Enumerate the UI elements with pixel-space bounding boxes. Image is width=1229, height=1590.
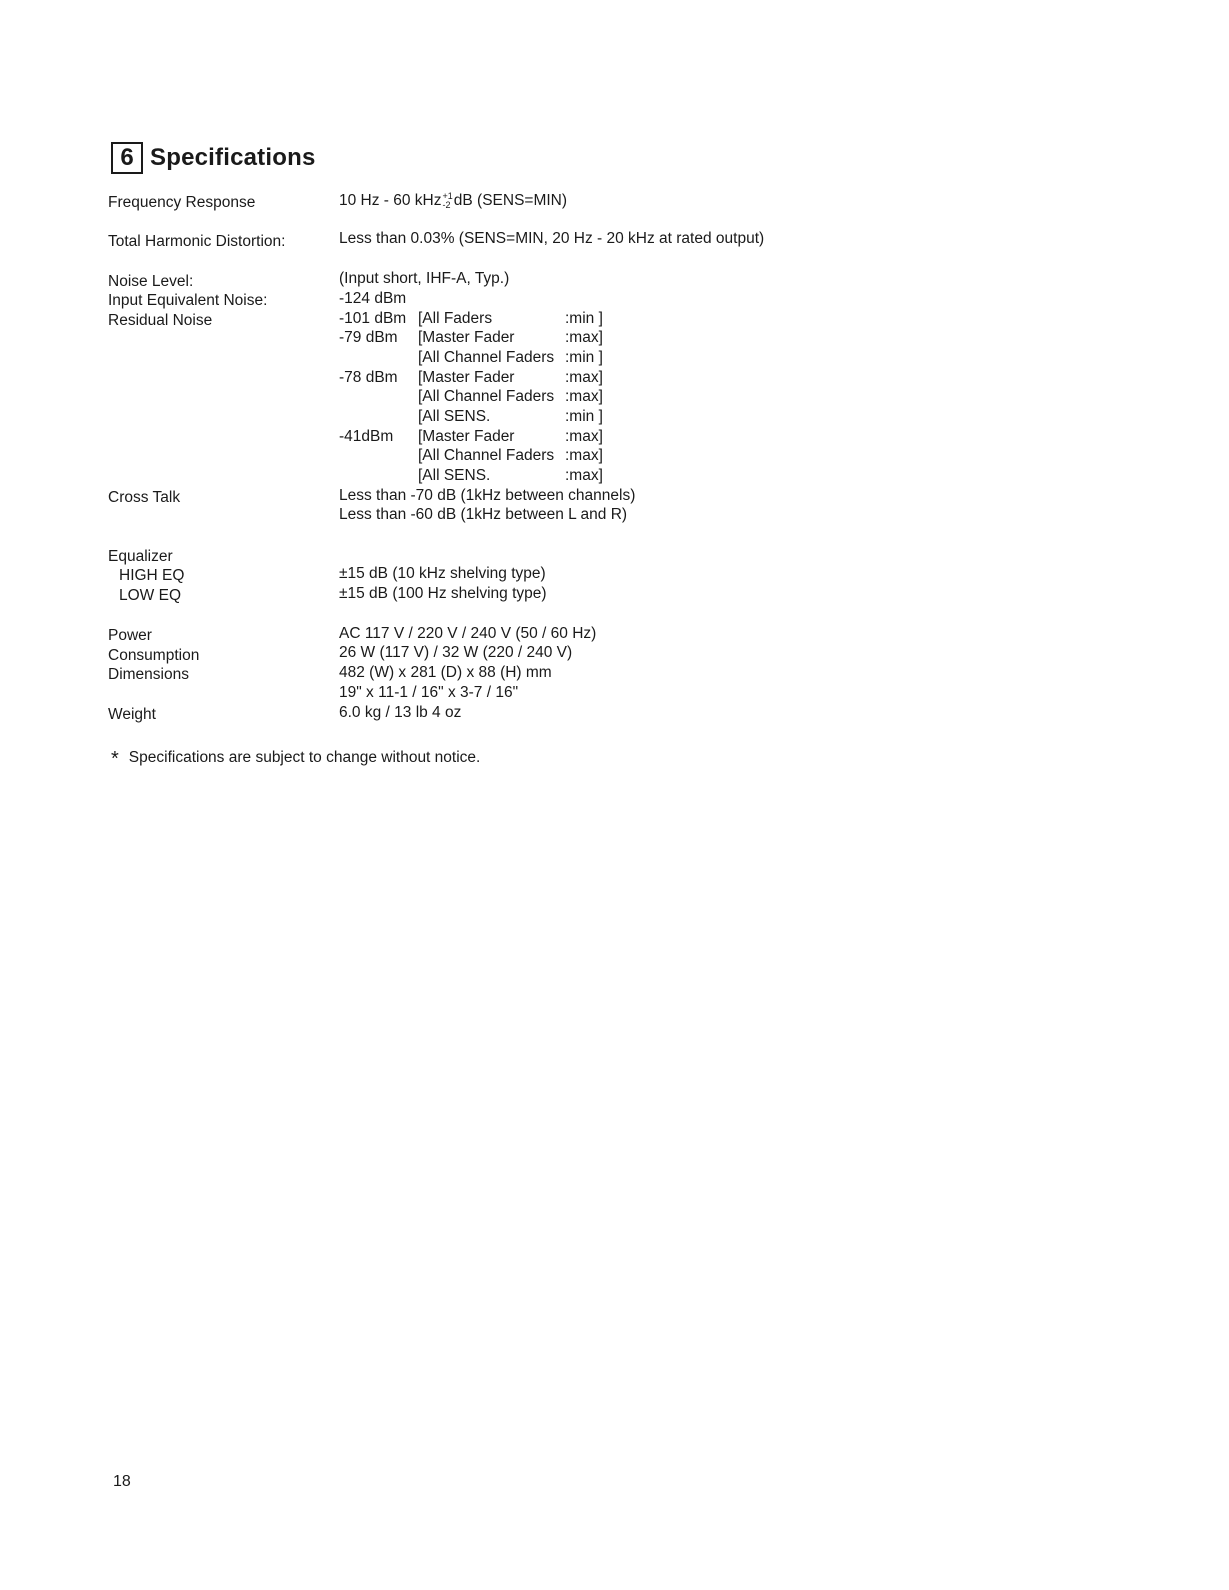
fader-condition: [All Channel Faders: [418, 388, 555, 405]
low-eq-label: LOW EQ: [119, 587, 182, 604]
fader-condition: [All Channel Faders: [418, 447, 555, 464]
residual-value-2: -79 dBm: [339, 329, 398, 346]
noise-condition: (Input short, IHF-A, Typ.): [339, 270, 510, 287]
residual-value-1: -101 dBm: [339, 310, 407, 327]
thd-value: Less than 0.03% (SENS=MIN, 20 Hz - 20 kHz at rated output): [339, 230, 765, 247]
fader-condition: [Master Fader: [418, 428, 515, 445]
fader-condition: [All SENS.: [418, 467, 491, 484]
fader-condition: [All SENS.: [418, 408, 491, 425]
noise-level-label: Noise Level:: [108, 273, 194, 290]
consumption-label: Consumption: [108, 647, 200, 664]
dimensions-value-mm: 482 (W) x 281 (D) x 88 (H) mm: [339, 664, 552, 681]
footnote: [111, 745, 480, 768]
power-value: AC 117 V / 220 V / 240 V (50 / 60 Hz): [339, 625, 597, 642]
residual-noise-label: Residual Noise: [108, 312, 213, 329]
cross-talk-value-1: Less than -70 dB (1kHz between channels): [339, 487, 636, 504]
fader-mode: :max]: [565, 447, 603, 464]
high-eq-label: HIGH EQ: [119, 567, 185, 584]
dimensions-label: Dimensions: [108, 666, 189, 683]
fader-condition: [Master Fader: [418, 369, 515, 386]
frequency-response-label: Frequency Response: [108, 194, 256, 211]
fader-mode: :max]: [565, 428, 603, 445]
equalizer-label: Equalizer: [108, 548, 173, 565]
input-noise-value: -124 dBm: [339, 290, 407, 307]
fader-mode: :min ]: [565, 310, 603, 327]
weight-value: 6.0 kg / 13 lb 4 oz: [339, 704, 462, 721]
fader-condition: [All Faders: [418, 310, 493, 327]
power-label: Power: [108, 627, 152, 644]
residual-value-3: -78 dBm: [339, 369, 398, 386]
low-eq-value: ±15 dB (100 Hz shelving type): [339, 585, 547, 602]
section-heading: [111, 140, 316, 176]
cross-talk-label: Cross Talk: [108, 489, 181, 506]
frequency-response-value: 10 Hz - 60 kHz +1 -2 dB (SENS=MIN): [339, 190, 568, 210]
thd-label: Total Harmonic Distortion:: [108, 233, 286, 250]
asterisk-icon: *: [111, 748, 119, 770]
dimensions-value-in: 19" x 11-1 / 16" x 3-7 / 16": [339, 684, 519, 701]
page-number: 18: [113, 1473, 131, 1490]
fader-condition: [All Channel Faders: [418, 349, 555, 366]
fader-condition: [Master Fader: [418, 329, 515, 346]
cross-talk-value-2: Less than -60 dB (1kHz between L and R): [339, 506, 628, 523]
high-eq-value: ±15 dB (10 kHz shelving type): [339, 565, 546, 582]
fader-mode: :max]: [565, 369, 603, 386]
residual-value-4: -41dBm: [339, 428, 394, 445]
fader-mode: :min ]: [565, 408, 603, 425]
consumption-value: 26 W (117 V) / 32 W (220 / 240 V): [339, 644, 573, 661]
fader-mode: :max]: [565, 329, 603, 346]
footnote-text: Specifications are subject to change without notice.: [128, 749, 481, 766]
page-title: Specifications: [150, 144, 316, 171]
weight-label: Weight: [108, 706, 156, 723]
fader-mode: :min ]: [565, 349, 603, 366]
fader-mode: :max]: [565, 388, 603, 405]
input-noise-label: Input Equivalent Noise:: [108, 292, 268, 309]
fader-mode: :max]: [565, 467, 603, 484]
section-number: 6: [111, 142, 143, 174]
